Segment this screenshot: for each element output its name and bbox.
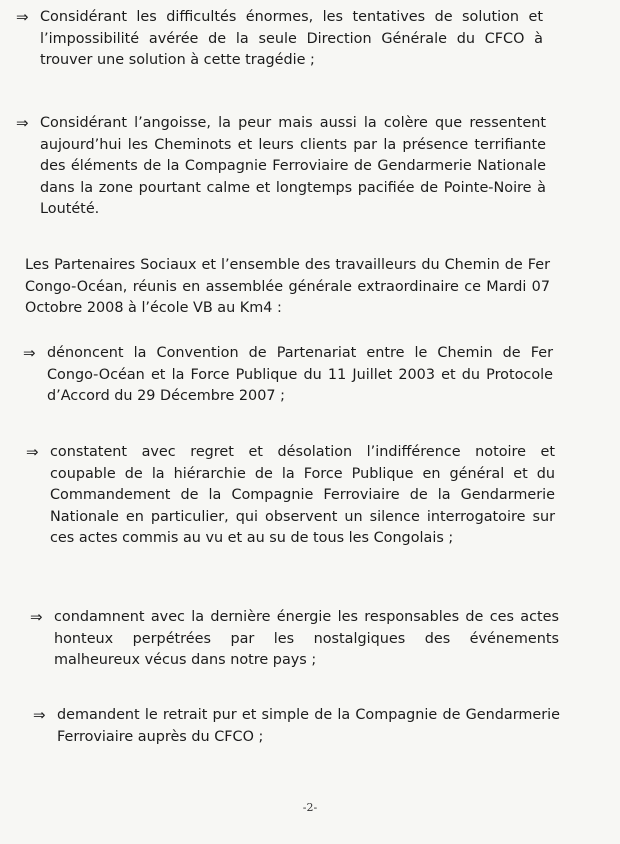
arrow-bullet-icon: ⇒: [26, 443, 39, 461]
arrow-bullet-icon: ⇒: [16, 114, 29, 132]
paragraph-condamnent: [30, 607, 559, 672]
paragraph-text: constatent avec regret et désolation l’indifférence notoire et coupable de la hiérarchie de la Force Publique en général et du Commandement de la Compagnie Ferroviaire de la Gendarmerie Nationale en particulier, qui observent un silence interrogatoire sur ces actes commis au vu et au su de tous les Congolais ;: [50, 444, 555, 546]
paragraph-demandent: [33, 705, 560, 748]
paragraph-constatent: [26, 442, 555, 550]
arrow-bullet-icon: ⇒: [30, 608, 43, 626]
arrow-bullet-icon: ⇒: [23, 344, 36, 362]
paragraph-considerant-difficultes: [16, 7, 543, 72]
page-number: -2-: [302, 801, 318, 814]
paragraph-denoncent: [23, 343, 553, 408]
paragraph-text: demandent le retrait pur et simple de la Compagnie de Gendarmerie Ferroviaire auprès du CFCO ;: [57, 707, 560, 745]
arrow-bullet-icon: ⇒: [33, 706, 46, 724]
paragraph-text: Considérant les difficultés énormes, les tentatives de solution et l’impossibilité avérée de la seule Direction Générale du CFCO à trouver une solution à cette tragédie ;: [40, 9, 543, 68]
arrow-bullet-icon: ⇒: [16, 8, 29, 26]
paragraph-text: condamnent avec la dernière énergie les responsables de ces actes honteux perpétrées par les nostalgiques des événements malheureux vécus dans notre pays ;: [54, 609, 559, 668]
paragraph-text: dénoncent la Convention de Partenariat entre le Chemin de Fer Congo-Océan et la Force Publique du 11 Juillet 2003 et du Protocole d’Accord du 29 Décembre 2007 ;: [47, 345, 553, 404]
paragraph-text: Considérant l’angoisse, la peur mais aussi la colère que ressentent aujourd’hui les Cheminots et leurs clients par la présence terrifiante des éléments de la Compagnie Ferroviaire de Gendarmerie Nationale dans la zone pourtant calme et longtemps pacifiée de Pointe-Noire à Loutété.: [40, 115, 546, 217]
paragraph-considerant-angoisse: [16, 113, 546, 221]
paragraph-text: Les Partenaires Sociaux et l’ensemble des travailleurs du Chemin de Fer Congo-Océan, réunis en assemblée générale extraordinaire ce Mardi 07 Octobre 2008 à l’école VB au Km4 :: [25, 257, 550, 316]
paragraph-partenaires-sociaux: [25, 255, 550, 320]
